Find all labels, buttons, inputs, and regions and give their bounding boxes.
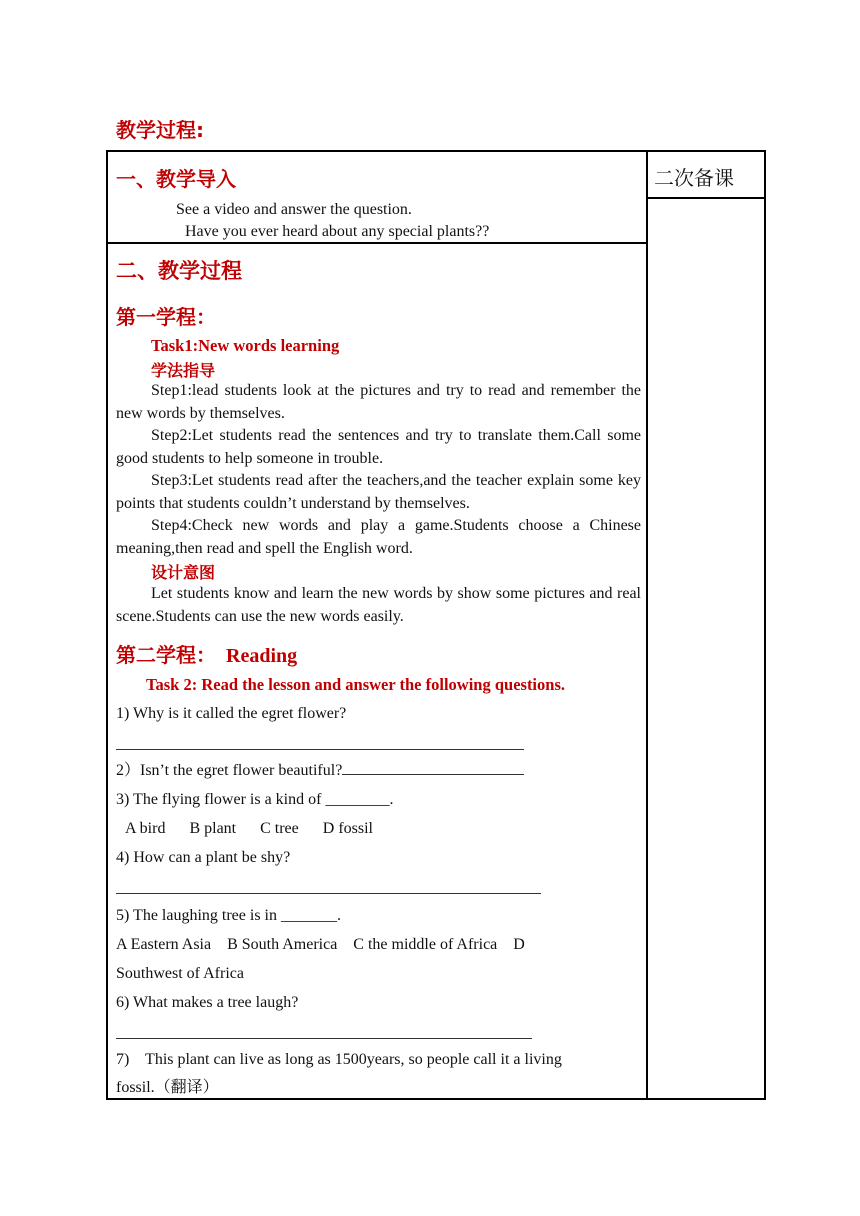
question-5-options-line2: Southwest of Africa [116,965,244,982]
step3-text: Step3:Let students read after the teachers,and the teacher explain some key points that students couldn’t understand by themselves. [116,472,641,512]
design-intent-text: Let students know and learn the new words by show some pictures and real scene.Students can use the new words easily. [116,585,641,625]
task2-title: Task 2: Read the lesson and answer the following questions. [146,675,565,694]
part2-title-en: Reading [226,645,298,667]
part2-title-cjk: 第二学程： [116,643,216,667]
notes-header-divider [646,197,764,199]
question-6: 6) What makes a tree laugh? [116,994,299,1011]
lesson-plan-table [106,150,766,1100]
part2-title [116,639,297,668]
task1-title: Task1:New words learning [151,336,340,355]
notes-column-header: 二次备课 [654,166,734,190]
question-3-options: A bird B plant C tree D fossil [125,820,373,837]
question-1: 1) Why is it called the egret flower? [116,705,347,722]
answer-line-6 [116,1038,532,1039]
page-heading: 教学过程: [116,118,204,142]
question-5-options-line1: A Eastern Asia B South America C the middle of Africa D [116,936,525,953]
step4-text: Step4:Check new words and play a game.Students choose a Chinese meaning,then read and spell the English word. [116,517,641,557]
step2-text: Step2:Let students read the sentences and try to translate them.Call some good students to help someone in trouble. [116,427,641,467]
section1-title: 一、教学导入 [116,167,236,191]
section2-title: 二、教学过程 [116,259,242,283]
section1-line2: Have you ever heard about any special plants?? [185,223,490,240]
answer-line-4 [116,893,541,894]
answer-line-1 [116,749,524,750]
question-4: 4) How can a plant be shy? [116,849,291,866]
part1-title: 第一学程： [116,305,216,329]
question-5: 5) The laughing tree is in _______. [116,907,341,924]
answer-line-2 [342,760,524,775]
question-2 [116,760,524,783]
section1-line1: See a video and answer the question. [176,201,412,218]
question-7-line1: 7) This plant can live as long as 1500years, so people call it a living [116,1051,562,1068]
design-intent-label: 设计意图 [151,563,216,582]
step1-text: Step1:lead students look at the pictures and try to read and remember the new words by themselves. [116,382,641,422]
question-7-line2: fossil.（翻译） [116,1079,219,1096]
column-divider [646,152,648,1098]
question-3: 3) The flying flower is a kind of ________. [116,791,394,808]
method-guide-label: 学法指导 [151,361,216,380]
question-2-text: 2）Isn’t the egret flower beautiful? [116,762,343,779]
